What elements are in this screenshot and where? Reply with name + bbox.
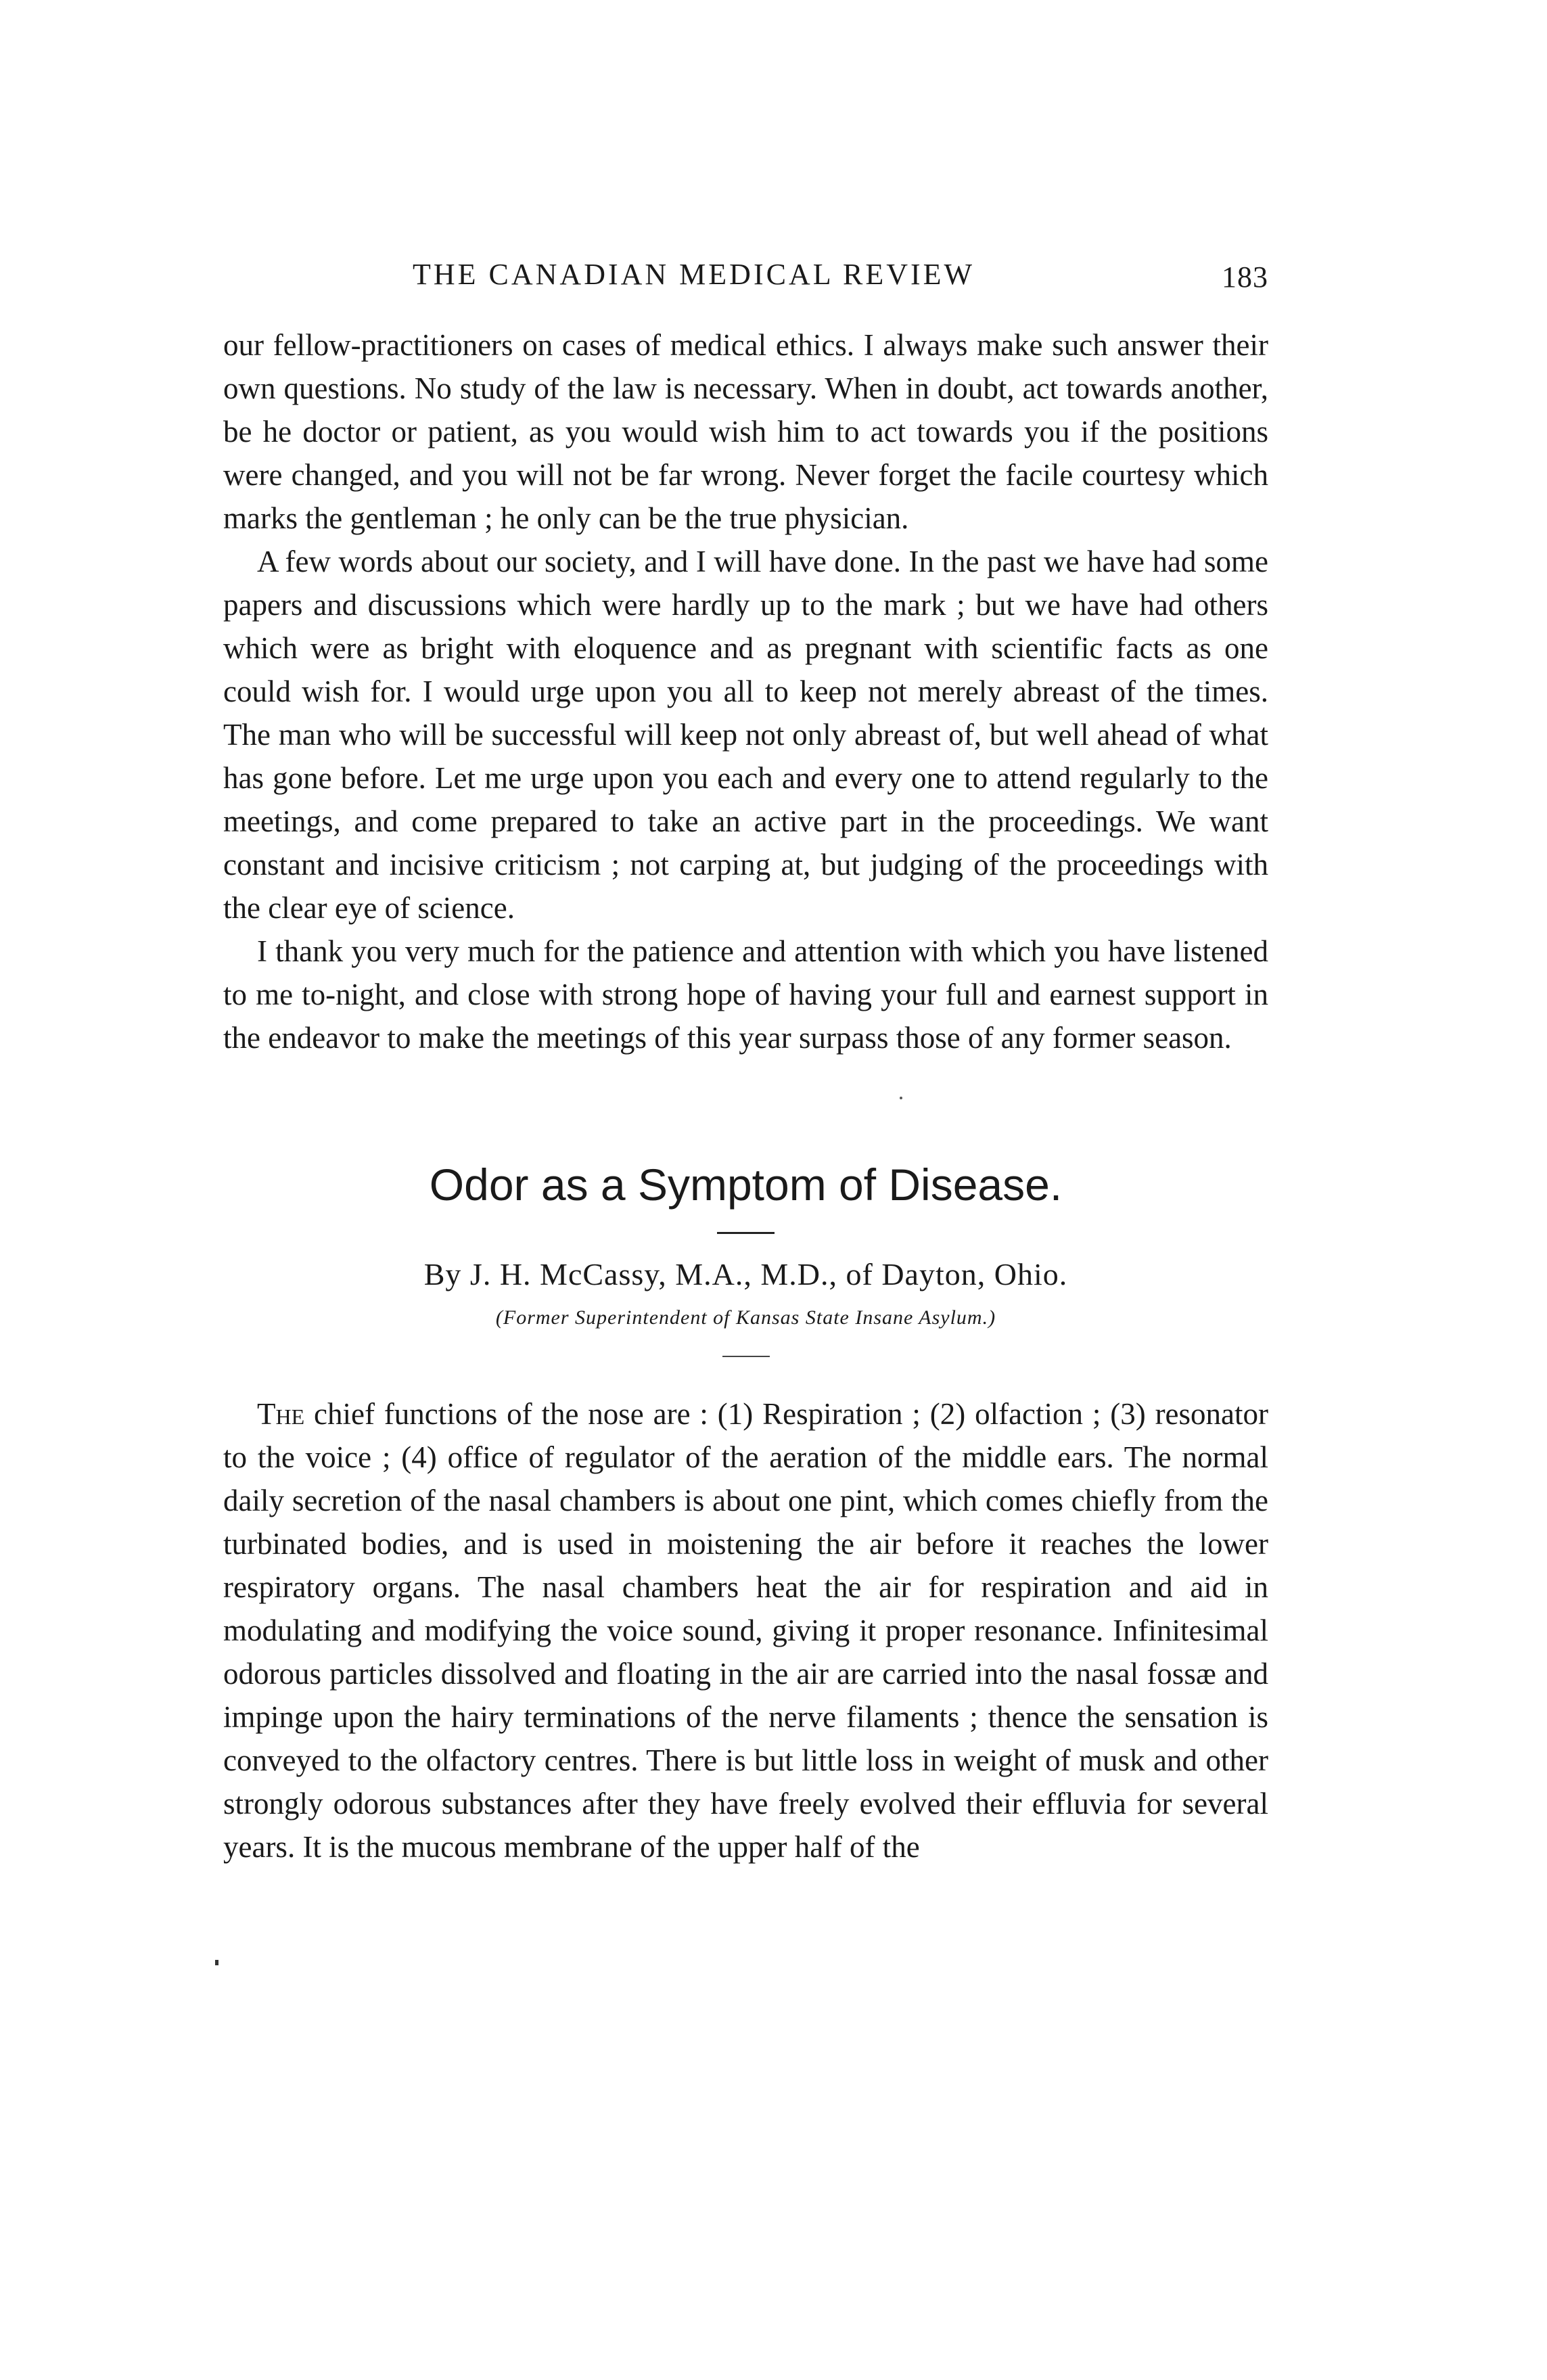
- article-body: [223, 1392, 1268, 1869]
- byline-rule: [722, 1356, 770, 1357]
- margin-mark: [215, 1960, 218, 1965]
- paragraph: I thank you very much for the patience and attention with which you have listened to me to-night, and close with strong hope of having your full and earnest support in the endeavor to make the meetings of this year surpass those of any former season.: [223, 934, 1268, 1055]
- paragraph: our fellow-practitioners on cases of medical ethics. I always make such answer their own questions. No study of the law is necessary. When in doubt, act towards another, be he doctor or patient, as you would wish him to act towards you if the positions were changed, and you will not be far wrong. Never forget the facile courtesy which marks the gentleman ; he only can be the true physician.: [223, 328, 1268, 535]
- separator-dot: [900, 1097, 902, 1099]
- paragraph: [223, 1392, 1268, 1869]
- title-rule: [717, 1232, 775, 1234]
- page-number: 183: [1222, 260, 1268, 294]
- author-byline: By J. H. McCassy, M.A., M.D., of Dayton, Ohio.: [423, 1257, 1068, 1291]
- lead-word: The: [257, 1397, 305, 1431]
- author-affiliation: (Former Superintendent of Kansas State Insane Asylum.): [495, 1306, 996, 1329]
- running-title: THE CANADIAN MEDICAL REVIEW: [413, 258, 975, 291]
- running-header: [223, 257, 1268, 298]
- section-separator: [223, 1059, 1268, 1130]
- paragraph: A few words about our society, and I will have done. In the past we have had some papers and discussions which were hardly up to the mark ; but we have had others which were as bright with eloquence and as pregnant with scientific facts as one could wish for. I would urge upon you all to keep not merely abreast of the times. The man who will be successful will keep not only abreast of, but well ahead of what has gone before. Let me urge upon you each and every one to attend regularly to the meetings, and come prepared to take an active part in the proceedings. We want constant and incisive criticism ; not carping at, but judging of the proceedings with the clear eye of science.: [223, 545, 1268, 925]
- paragraph-text: chief functions of the nose are : (1) Respiration ; (2) olfaction ; (3) resonator to the voice ; (4) office of regulator of the aeration of the middle ears. The normal daily secretion of the nasal chambers is about one pint, which comes chiefly from the turbinated bodies, and is used in moistening the air before it reaches the lower respiratory organs. The nasal chambers heat the air for respiration and aid in modulating and modifying the voice sound, giving it proper resonance. Infinitesimal odorous particles dissolved and floating in the air are carried into the nasal fossæ and impinge upon the hairy terminations of the nerve filaments ; thence the sensation is conveyed to the olfactory centres. There is but little loss in weight of musk and other strongly odorous substances after they have freely evolved their effluvia for several years. It is the mucous membrane of the upper half of the: [223, 1397, 1268, 1864]
- article-title: Odor as a Symptom of Disease.: [429, 1160, 1063, 1210]
- journal-page: [223, 257, 1268, 1869]
- previous-article-conclusion: [223, 323, 1268, 1059]
